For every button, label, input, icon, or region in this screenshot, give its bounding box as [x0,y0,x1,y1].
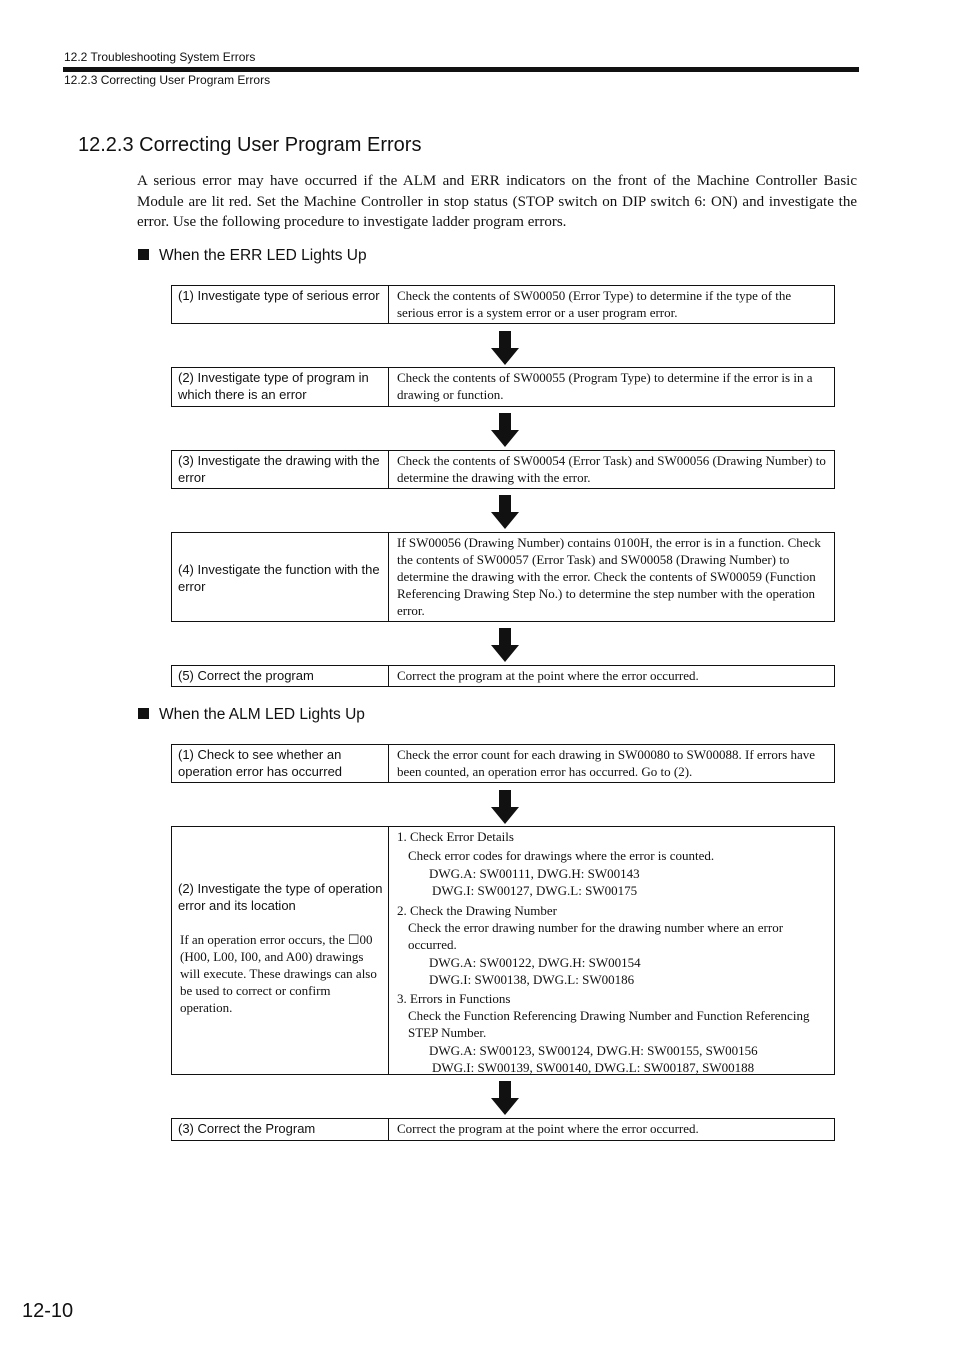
header-rule [63,67,859,72]
step-label: (2) Investigate the type of operation error and its location [178,881,383,913]
step-note: If an operation error occurs, the ☐00 (H00, L00, I00, and A00) drawings will execute. These drawings can also be used to correct or confirm operation. [180,932,377,1015]
down-arrow-icon [491,790,519,824]
register-line: DWG.A: SW00122, DWG.H: SW00154 [429,954,641,970]
down-arrow-icon [491,495,519,529]
step-label [172,533,389,621]
err-step-4 [171,532,835,622]
err-step-5 [171,665,835,687]
detail-text: Check the error drawing number for the drawing number where an error occurred. [408,920,784,953]
step-label: (3) Correct the Program [172,1119,389,1140]
page-title: 12.2.3 Correcting User Program Errors [78,134,422,156]
step-description: If SW00056 (Drawing Number) contains 0100H, the error is in a function. Check the contents of SW00057 (Error Task) and SW00058 (Drawing Number) to determine the drawing with the error. Check the contents of SW00059 (Function Referencing Drawing Step No.) to determine the step number with the operation error. [397,535,821,618]
step-label: (1) Check to see whether an operation error has occurred [172,745,389,782]
down-arrow-icon [491,331,519,365]
running-header-subsection: 12.2.3 Correcting User Program Errors [64,73,271,87]
step-description: Check the contents of SW00054 (Error Task) and SW00056 (Drawing Number) to determine the drawing with the error. [397,453,826,485]
register-line: DWG.I: SW00127, DWG.L: SW00175 [432,883,638,899]
err-heading-text: When the ERR LED Lights Up [159,247,367,264]
step-description: Check the error count for each drawing in SW00080 to SW00088. If errors have been counted, an operation error has occurred. Go to (2). [397,747,816,779]
step-label-text: (4) Investigate the function with the error [178,561,380,594]
step-label: (2) Investigate type of program in which there is an error [172,368,389,406]
register-line: DWG.A: SW00123, SW00124, DWG.H: SW00155, SW00156 [429,1042,758,1058]
step-description: Check the contents of SW00050 (Error Type) to determine if the type of the serious error is a system error or a user program error. [397,288,792,320]
alm-section-heading [138,706,365,724]
register-line: DWG.A: SW00111, DWG.H: SW00143 [429,865,640,881]
intro-paragraph: A serious error may have occurred if the ALM and ERR indicators on the front of the Machine Controller Basic Module are lit red. Set the Machine Controller in stop status (STOP switch on DIP switch 6: ON) and investigate the error. Use the following procedure to investigate ladder program errors. [137,173,857,230]
alm-step-1 [171,744,835,783]
detail-text: Check the Function Referencing Drawing Number and Function Referencing STEP Number. [408,1008,810,1041]
step-label: (5) Correct the program [172,666,389,686]
step-label: (3) Investigate the drawing with the error [172,451,389,488]
down-arrow-icon [491,628,519,662]
detail-heading: 1. Check Error Details [397,829,514,844]
running-header-section: 12.2 Troubleshooting System Errors [64,50,256,64]
page-number: 12-10 [22,1300,74,1322]
err-step-3 [171,450,835,489]
down-arrow-icon [491,413,519,447]
step-description: Correct the program at the point where the error occurred. [397,668,699,683]
detail-heading: 3. Errors in Functions [397,990,511,1006]
alm-step-3 [171,1118,835,1141]
step-description: Check the contents of SW00055 (Program Type) to determine if the error is in a drawing or function. [397,370,813,402]
step-description: Correct the program at the point where the error occurred. [397,1121,699,1136]
register-line: DWG.I: SW00139, SW00140, DWG.L: SW00187, SW00188 [432,1060,755,1076]
down-arrow-icon [491,1081,519,1115]
step-description [389,827,834,1074]
err-step-1 [171,285,835,324]
detail-heading: 2. Check the Drawing Number [397,902,557,918]
step-label: (1) Investigate type of serious error [172,286,389,323]
step-label-cell [172,827,389,1074]
square-bullet-icon [138,708,149,719]
err-section-heading [138,247,367,265]
err-step-2 [171,367,835,407]
detail-text: Check error codes for drawings where the error is counted. [408,848,715,864]
register-line: DWG.I: SW00138, DWG.L: SW00186 [429,972,635,988]
alm-heading-text: When the ALM LED Lights Up [159,706,365,723]
square-bullet-icon [138,249,149,260]
alm-step-2 [171,826,835,1075]
